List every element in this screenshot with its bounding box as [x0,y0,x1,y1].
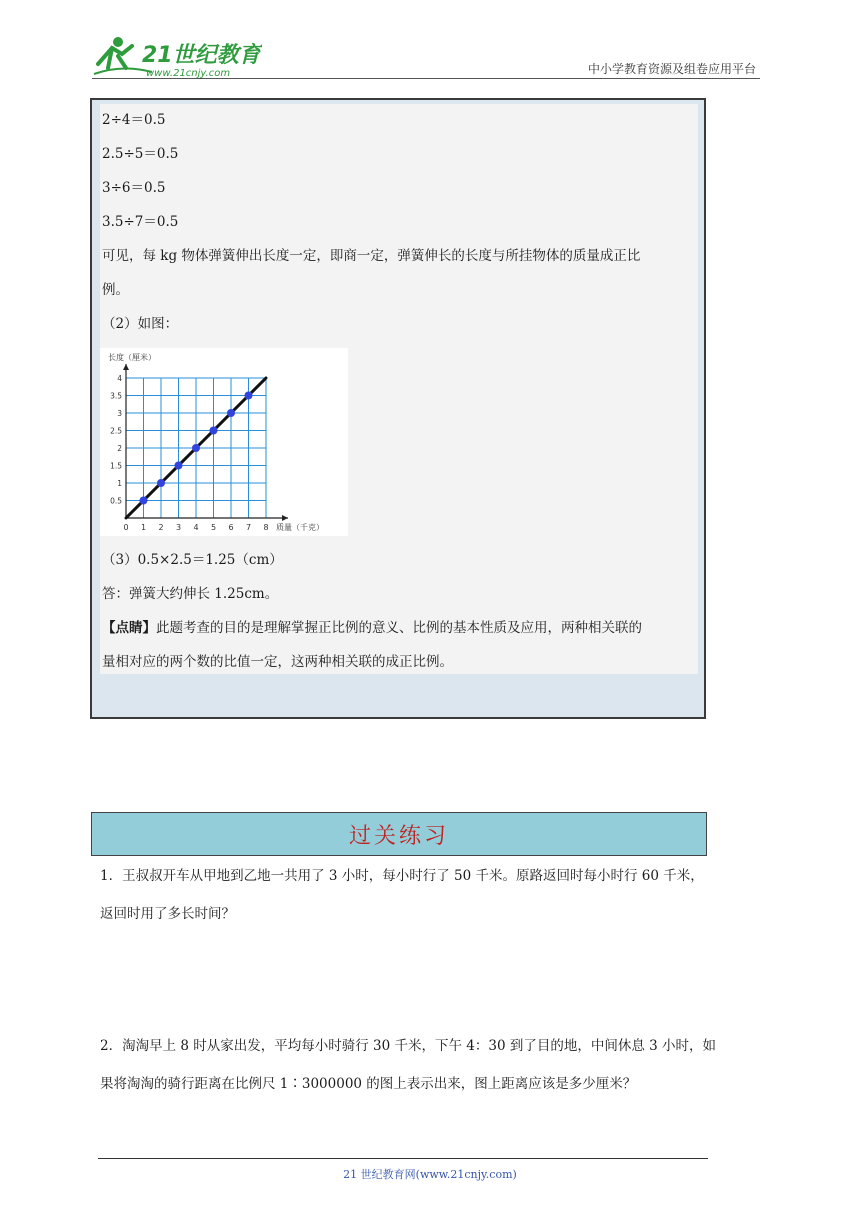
answer-line [102,618,642,638]
x-tick-label: 4 [193,523,199,532]
footer-text: 21 世纪教育网(www.21cnjy.com) [343,1168,517,1181]
y-tick-label: 3.5 [110,391,122,401]
answer-line: 例。 [102,282,129,298]
data-point [210,427,218,435]
answer-line: 答：弹簧大约伸长 1.25cm。 [102,586,279,602]
answer-line: （2）如图： [102,316,179,332]
y-tick-label: 3 [117,409,122,418]
section-title: 过关练习 [91,812,707,856]
header-divider [92,78,760,79]
x-tick-label: 6 [228,523,234,532]
y-axis-label: 长度（厘米） [108,353,156,362]
x-tick-label: 0 [123,523,129,532]
x-tick-label: 5 [210,523,217,532]
answer-line: 量相对应的两个数的比值一定，这两种相关联的成正比例。 [102,654,453,670]
page-header [92,28,760,80]
data-point [175,462,183,470]
question-2-line-2: 果将淘淘的骑行距离在比例尺 1∶3000000 的图上表示出来，图上距离应该是多少厘米？ [100,1076,637,1092]
data-point [245,392,253,400]
data-point [140,497,148,505]
y-tick-label: 4 [117,374,122,383]
answer-line: 2.5÷5＝0.5 [102,146,179,162]
platform-name: 中小学教育资源及组卷应用平台 [587,62,756,76]
footer-divider [98,1158,708,1159]
logo-text: 21世纪教育 [142,43,261,68]
answer-line: 3÷6＝0.5 [102,180,166,196]
x-tick-label: 3 [175,523,182,532]
chart-svg [100,348,348,536]
x-tick-label: 8 [263,523,269,532]
data-point [227,409,235,417]
answer-box [90,98,706,719]
y-tick-label: 1.5 [110,461,122,471]
chart [100,348,348,536]
answer-line: 可见，每 kg 物体弹簧伸出长度一定，即商一定，弹簧伸长的长度与所挂物体的质量成正比 [102,248,641,264]
answer-line: （3）0.5×2.5＝1.25（cm） [102,552,283,568]
answer-line: 2÷4＝0.5 [102,112,166,128]
data-point [192,444,200,452]
point-text: 此题考查的目的是理解掌握正比例的意义、比例的基本性质及应用，两种相关联的 [156,620,642,636]
y-tick-label: 2.5 [110,426,122,436]
y-tick-label: 1 [117,479,122,488]
y-tick-label: 0.5 [110,496,122,506]
answer-line: 3.5÷7＝0.5 [102,214,179,230]
x-tick-label: 7 [245,523,252,532]
question-1-line-1: 1．王叔叔开车从甲地到乙地一共用了 3 小时，每小时行了 50 千米。原路返回时每小时行 60 千米， [100,868,704,884]
x-axis-arrow [282,515,288,521]
logo-url: www.21cnjy.com [146,68,231,79]
x-tick-label: 2 [158,523,164,532]
logo [92,34,262,80]
y-axis-arrow [123,364,129,370]
point-label: 【点睛】 [102,620,156,636]
question-2-line-1: 2．淘淘早上 8 时从家出发，平均每小时骑行 30 千米，下午 4：30 到了目的地，中间休息 3 小时，如 [100,1038,717,1054]
y-tick-label: 2 [117,444,122,453]
x-axis-label: 质量（千克） [276,523,324,532]
x-tick-label: 1 [140,523,147,532]
answer-content [100,104,698,674]
question-1-line-2: 返回时用了多长时间？ [100,906,235,922]
data-point [157,479,165,487]
